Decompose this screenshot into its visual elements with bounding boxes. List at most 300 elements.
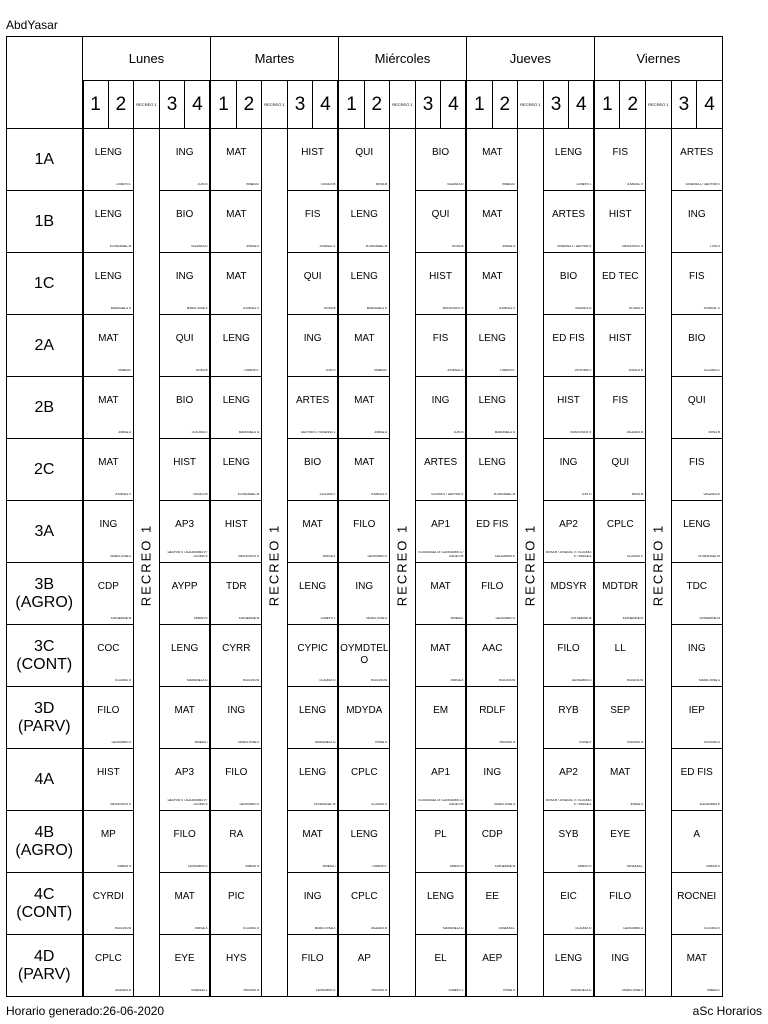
lesson-cell xyxy=(210,687,261,749)
teacher-label: LUIS N xyxy=(453,430,464,434)
subject-label: CDP xyxy=(481,829,503,840)
lesson-cell xyxy=(338,253,389,315)
teacher-label: MARIANELA G xyxy=(238,430,260,434)
subject-label: HYS xyxy=(226,953,247,964)
period-header: 2 xyxy=(108,81,134,129)
lesson-cell xyxy=(287,749,338,811)
corner-cell xyxy=(7,37,83,129)
lesson-cell xyxy=(594,501,645,563)
day-header: Martes xyxy=(210,37,338,81)
lesson-cell xyxy=(210,935,261,997)
teacher-label: MARIANELA G xyxy=(110,306,132,310)
recreo-column xyxy=(262,129,288,997)
lesson-cell xyxy=(543,749,594,811)
teacher-label: MARIA JOSE A xyxy=(699,678,720,682)
teacher-label: FRANCISCO O xyxy=(238,554,260,558)
lesson-cell xyxy=(594,439,645,501)
subject-label: ARTES xyxy=(680,147,714,158)
subject-label: ED FIS xyxy=(552,333,585,344)
day-header: Miércoles xyxy=(338,37,466,81)
lesson-cell xyxy=(543,501,594,563)
teacher-label: KATHERINE M xyxy=(699,616,720,620)
teacher-label: JUVENAL V xyxy=(498,306,516,310)
teacher-label: MARIANELA G xyxy=(366,306,388,310)
lesson-cell xyxy=(210,749,261,811)
subject-label: MAT xyxy=(354,333,375,344)
lesson-cell xyxy=(594,625,645,687)
teacher-label: PAULINA W xyxy=(371,678,388,682)
lesson-cell xyxy=(83,687,134,749)
subject-label: BIO xyxy=(559,271,578,282)
lesson-cell xyxy=(671,315,722,377)
lesson-cell xyxy=(466,873,517,935)
lesson-cell xyxy=(159,811,210,873)
class-row xyxy=(7,563,723,625)
teacher-label: CLAUDIA C xyxy=(319,492,336,496)
teacher-label: JORGE A xyxy=(374,430,388,434)
subject-label: CPLC xyxy=(350,767,378,778)
teacher-label: VALESKA D xyxy=(575,306,592,310)
lesson-cell xyxy=(338,563,389,625)
teacher-label: LORETO L xyxy=(448,988,464,992)
teacher-label: FRANCISCO O xyxy=(622,244,644,248)
subject-label: CYRR xyxy=(222,643,251,654)
teacher-label: FABIAN S xyxy=(117,864,132,868)
class-row xyxy=(7,191,723,253)
teacher-label: MARIA JOSE A xyxy=(366,616,388,620)
teacher-label: ROXANA N xyxy=(499,740,516,744)
teacher-label: LORETO L xyxy=(320,616,336,620)
class-row xyxy=(7,935,723,997)
subject-label: A xyxy=(693,829,701,840)
lesson-cell xyxy=(415,873,466,935)
recreo-column xyxy=(390,129,416,997)
class-row xyxy=(7,873,723,935)
lesson-cell xyxy=(466,439,517,501)
lesson-cell xyxy=(671,191,722,253)
period-header: 2 xyxy=(620,81,646,129)
subject-label: MAT xyxy=(430,581,451,592)
lesson-cell xyxy=(338,191,389,253)
recreo-label: RECREO 1 xyxy=(522,523,538,607)
lesson-cell xyxy=(210,129,261,191)
teacher-label: ROSA B xyxy=(452,244,464,248)
period-header: 2 xyxy=(492,81,518,129)
lesson-cell xyxy=(543,377,594,439)
teacher-label: PAULINA W xyxy=(243,678,260,682)
subject-label: RDLF xyxy=(479,705,506,716)
recreo-column xyxy=(518,129,544,997)
lesson-cell xyxy=(594,811,645,873)
lesson-cell xyxy=(210,873,261,935)
subject-label: MAT xyxy=(174,891,195,902)
lesson-cell xyxy=(671,253,722,315)
teacher-label: JUVENAL V xyxy=(447,368,464,372)
teacher-label: CLAUDIA O xyxy=(115,678,132,682)
teacher-label: MARIA JOSE A xyxy=(186,306,208,310)
subject-label: ING xyxy=(175,271,194,282)
subject-label: CYRDI xyxy=(92,891,124,902)
lesson-cell xyxy=(415,625,466,687)
class-row xyxy=(7,439,723,501)
lesson-cell xyxy=(543,439,594,501)
subject-label: SEP xyxy=(610,705,631,716)
subject-label: AYPP xyxy=(171,581,198,592)
subject-label: MAT xyxy=(98,395,119,406)
lesson-cell xyxy=(210,191,261,253)
period-header: 4 xyxy=(441,81,467,129)
subject-label: ARTES xyxy=(423,457,458,468)
subject-label: MAT xyxy=(686,953,707,964)
class-name: 3C (CONT) xyxy=(7,625,83,687)
subject-label: LENG xyxy=(298,581,327,592)
teacher-label: GLORIA S xyxy=(629,306,644,310)
teacher-label: LEONARDO A xyxy=(111,740,132,744)
teacher-label: LUIS N xyxy=(325,368,336,372)
subject-label: MAT xyxy=(98,457,119,468)
subject-label: MDYDA xyxy=(346,705,383,716)
subject-label: ING xyxy=(687,209,706,220)
teacher-label: VALESKA D xyxy=(703,492,720,496)
teacher-label: FRANCISCO O xyxy=(442,306,464,310)
subject-label: MAT xyxy=(610,767,631,778)
teacher-label: JORGE A xyxy=(450,678,464,682)
subject-label: AP3 xyxy=(175,767,195,778)
subject-label: ING xyxy=(355,581,374,592)
subject-label: MP xyxy=(100,829,116,840)
lesson-cell xyxy=(338,129,389,191)
teacher-label: CLAUDIA O xyxy=(575,926,592,930)
lesson-cell xyxy=(287,253,338,315)
subject-label: BIO xyxy=(431,147,450,158)
subject-label: MAT xyxy=(302,519,323,530)
lesson-cell xyxy=(159,129,210,191)
subject-label: FILO xyxy=(225,767,248,778)
class-row xyxy=(7,749,723,811)
lesson-cell xyxy=(338,439,389,501)
subject-label: AP1 xyxy=(431,767,451,778)
teacher-label: JUVENAL V xyxy=(114,492,132,496)
teacher-label: MARIANELA G xyxy=(571,988,592,992)
class-name: 4B (AGRO) xyxy=(7,811,83,873)
subject-label: HIST xyxy=(557,395,580,406)
subject-label: FILO xyxy=(557,643,580,654)
subject-label: MAT xyxy=(302,829,323,840)
teacher-label: XIMENA I xyxy=(322,864,336,868)
period-header: 3 xyxy=(159,81,185,129)
lesson-cell xyxy=(415,129,466,191)
teacher-label: CLAUDIA C xyxy=(704,368,720,372)
teacher-label: JUVENAL V xyxy=(703,306,720,310)
subject-label: ING xyxy=(483,767,502,778)
lesson-cell xyxy=(210,253,261,315)
subject-label: LENG xyxy=(94,147,122,158)
subject-label: AP xyxy=(357,953,371,964)
lesson-cell xyxy=(543,563,594,625)
teacher-label: FABIAN S xyxy=(706,864,720,868)
lesson-cell xyxy=(466,129,517,191)
subject-label: FILO xyxy=(609,891,632,902)
subject-label: LENG xyxy=(350,209,378,220)
subject-label: HIST xyxy=(608,333,632,344)
period-header: 1 xyxy=(338,81,364,129)
subject-label: QUI xyxy=(355,147,374,158)
lesson-cell xyxy=(594,253,645,315)
teacher-label: KATHERINE M xyxy=(238,616,260,620)
subject-label: LENG xyxy=(350,829,378,840)
subject-label: LENG xyxy=(426,891,455,902)
teacher-label: FLORANGEL M / LEONARDO A / DANILO B xyxy=(418,798,464,806)
subject-label: ED TEC xyxy=(601,271,639,282)
lesson-cell xyxy=(543,687,594,749)
teacher-label: MARIA JOSE A xyxy=(314,926,336,930)
subject-label: TDR xyxy=(226,581,247,592)
subject-label: SYB xyxy=(558,829,579,840)
lesson-cell xyxy=(671,749,722,811)
subject-label: HIST xyxy=(96,767,120,778)
teacher-label: ROXANA N xyxy=(243,988,260,992)
teacher-label: ROXANA N xyxy=(627,740,644,744)
lesson-cell xyxy=(83,253,134,315)
teacher-label: FLORANGEL M xyxy=(493,492,516,496)
recreo-header: RECREO 1 xyxy=(518,81,544,129)
subject-label: MAT xyxy=(482,271,503,282)
lesson-cell xyxy=(671,439,722,501)
teacher-label: XIMENA I xyxy=(194,740,208,744)
teacher-label: VANESSA L xyxy=(626,864,644,868)
lesson-cell xyxy=(159,749,210,811)
lesson-cell xyxy=(543,873,594,935)
lesson-cell xyxy=(287,563,338,625)
lesson-cell xyxy=(466,563,517,625)
subject-label: AEP xyxy=(482,953,503,964)
subject-label: FILO xyxy=(97,705,120,716)
lesson-cell xyxy=(466,749,517,811)
subject-label: QUI xyxy=(175,333,194,344)
lesson-cell xyxy=(415,377,466,439)
lesson-cell xyxy=(159,501,210,563)
subject-label: MAT xyxy=(354,395,375,406)
teacher-label: CLAUDIA C xyxy=(627,554,644,558)
teacher-label: ROSA B xyxy=(196,368,208,372)
lesson-cell xyxy=(543,811,594,873)
subject-label: QUI xyxy=(303,271,322,282)
lesson-cell xyxy=(671,501,722,563)
subject-label: ING xyxy=(303,891,322,902)
teacher-label: KATHERINE M xyxy=(494,864,516,868)
lesson-cell xyxy=(287,873,338,935)
lesson-cell xyxy=(338,749,389,811)
teacher-label: JUVENAL V xyxy=(319,244,336,248)
subject-label: HIST xyxy=(224,519,248,530)
teacher-label: LEONARDO A xyxy=(495,616,516,620)
subject-label: FILO xyxy=(481,581,504,592)
subject-label: ING xyxy=(559,457,578,468)
lesson-cell xyxy=(415,563,466,625)
recreo-header: RECREO 1 xyxy=(390,81,416,129)
teacher-label: IVONE P xyxy=(502,988,516,992)
subject-label: LENG xyxy=(350,271,378,282)
day-header: Jueves xyxy=(466,37,594,81)
teacher-label: LEONARDO A xyxy=(315,988,336,992)
teacher-label: LORETO L xyxy=(500,368,516,372)
lesson-cell xyxy=(287,687,338,749)
subject-label: BIO xyxy=(176,209,194,220)
subject-label: FIS xyxy=(688,457,705,468)
lesson-cell xyxy=(338,625,389,687)
period-header: 4 xyxy=(569,81,595,129)
teacher-label: CLAUDIA O xyxy=(243,926,260,930)
day-header: Viernes xyxy=(594,37,722,81)
subject-label: AP2 xyxy=(559,519,578,530)
subject-label: MAT xyxy=(430,643,451,654)
teacher-label: ROXANA N xyxy=(704,740,720,744)
subject-label: FILO xyxy=(301,953,324,964)
recreo-label: RECREO 1 xyxy=(266,523,282,607)
recreo-column xyxy=(646,129,672,997)
class-row xyxy=(7,129,723,191)
teacher-label: DANILO B xyxy=(193,492,208,496)
lesson-cell xyxy=(159,191,210,253)
subject-label: COC xyxy=(97,643,120,654)
lesson-cell xyxy=(83,129,134,191)
lesson-cell xyxy=(287,315,338,377)
teacher-label: FABIAN S xyxy=(577,864,592,868)
lesson-cell xyxy=(594,129,645,191)
subject-label: LENG xyxy=(94,209,122,220)
period-header: 1 xyxy=(594,81,620,129)
teacher-label: CLAUDIA O xyxy=(319,678,336,682)
recreo-header: RECREO 1 xyxy=(646,81,672,129)
teacher-label: ALEJANDRA P xyxy=(699,802,720,806)
subject-label: EYE xyxy=(610,829,631,840)
day-header: Lunes xyxy=(83,37,211,81)
lesson-cell xyxy=(671,873,722,935)
teacher-label: KATHERINE M xyxy=(571,616,592,620)
lesson-cell xyxy=(415,191,466,253)
subject-label: FIS xyxy=(612,147,628,158)
teacher-label: MARIANELA G xyxy=(494,430,516,434)
teacher-label: ROSA B xyxy=(631,492,644,496)
subject-label: FIS xyxy=(612,395,628,406)
teacher-label: MARIANELA G xyxy=(443,926,464,930)
lesson-cell xyxy=(159,625,210,687)
subject-label: RA xyxy=(229,829,244,840)
teacher-label: PAULINA W xyxy=(626,678,644,682)
lesson-cell xyxy=(159,315,210,377)
subject-label: ING xyxy=(611,953,630,964)
lesson-cell xyxy=(543,315,594,377)
lesson-cell xyxy=(671,811,722,873)
teacher-label: LUIS N xyxy=(581,492,592,496)
lesson-cell xyxy=(671,687,722,749)
teacher-label: DANILO B xyxy=(321,182,336,186)
recreo-header: RECREO 1 xyxy=(134,81,160,129)
subject-label: HIST xyxy=(429,271,452,282)
lesson-cell xyxy=(159,935,210,997)
teacher-label: MARIA JOSE A xyxy=(622,988,644,992)
teacher-label: XIMENA I xyxy=(246,182,260,186)
teacher-label: VANESSA L / HECTOR C xyxy=(685,182,720,186)
teacher-label: MARIANELA G xyxy=(315,740,336,744)
teacher-label: VALESKA D xyxy=(626,430,644,434)
lesson-cell xyxy=(338,873,389,935)
subject-label: FIS xyxy=(304,209,321,220)
subject-label: HIST xyxy=(173,457,197,468)
lesson-cell xyxy=(338,687,389,749)
lesson-cell xyxy=(159,439,210,501)
lesson-cell xyxy=(466,377,517,439)
lesson-cell xyxy=(287,377,338,439)
subject-label: ROCNEI xyxy=(677,891,717,902)
subject-label: CPLC xyxy=(350,891,378,902)
subject-label: ARTES xyxy=(296,395,330,406)
lesson-cell xyxy=(671,377,722,439)
lesson-cell xyxy=(594,687,645,749)
lesson-cell xyxy=(466,191,517,253)
subject-label: CPLC xyxy=(95,953,122,964)
lesson-cell xyxy=(210,377,261,439)
teacher-label: IVONE P xyxy=(374,740,388,744)
lesson-cell xyxy=(543,935,594,997)
subject-label: LENG xyxy=(298,705,327,716)
lesson-cell xyxy=(83,873,134,935)
teacher-label: VALESKA D xyxy=(447,182,464,186)
lesson-cell xyxy=(594,563,645,625)
lesson-cell xyxy=(594,191,645,253)
teacher-label: HECTOR C / VANESSA L xyxy=(301,430,336,434)
period-header: 4 xyxy=(313,81,339,129)
lesson-cell xyxy=(543,129,594,191)
subject-label: RYB xyxy=(558,705,579,716)
subject-label: AAC xyxy=(481,643,503,654)
subject-label: MAT xyxy=(226,209,247,220)
subject-label: PIC xyxy=(227,891,245,902)
subject-label: QUI xyxy=(431,209,450,220)
lesson-cell xyxy=(210,563,261,625)
teacher-label: JORGE A xyxy=(246,244,260,248)
teacher-label: FLORANGEL M / LEONARDO A / DANILO B xyxy=(418,550,464,558)
subject-label: BIO xyxy=(303,457,322,468)
lesson-cell xyxy=(543,625,594,687)
subject-label: EYE xyxy=(174,953,195,964)
teacher-label: VANESSA L xyxy=(498,926,516,930)
subject-label: MAT xyxy=(98,333,119,344)
teacher-label: FLORANGEL M xyxy=(109,244,132,248)
subject-label: FIS xyxy=(432,333,449,344)
teacher-label: VALESKA D xyxy=(370,926,388,930)
lesson-cell xyxy=(415,749,466,811)
lesson-cell xyxy=(287,625,338,687)
teacher-label: MARIA JOSE A xyxy=(494,802,516,806)
subject-label: ING xyxy=(303,333,322,344)
subject-label: IEP xyxy=(688,705,705,716)
subject-label: OYMDTEL O xyxy=(340,643,389,666)
teacher-label: LEONARDO A xyxy=(571,678,592,682)
class-name: 1C xyxy=(7,253,83,315)
lesson-cell xyxy=(466,315,517,377)
lesson-cell xyxy=(415,935,466,997)
lesson-cell xyxy=(287,935,338,997)
subject-label: MAT xyxy=(226,271,247,282)
lesson-cell xyxy=(83,935,134,997)
class-name: 2B xyxy=(7,377,83,439)
lesson-cell xyxy=(159,253,210,315)
lesson-cell xyxy=(210,811,261,873)
teacher-label: JUVENAL V xyxy=(626,182,644,186)
lesson-cell xyxy=(159,563,210,625)
subject-label: ED FIS xyxy=(476,519,509,530)
